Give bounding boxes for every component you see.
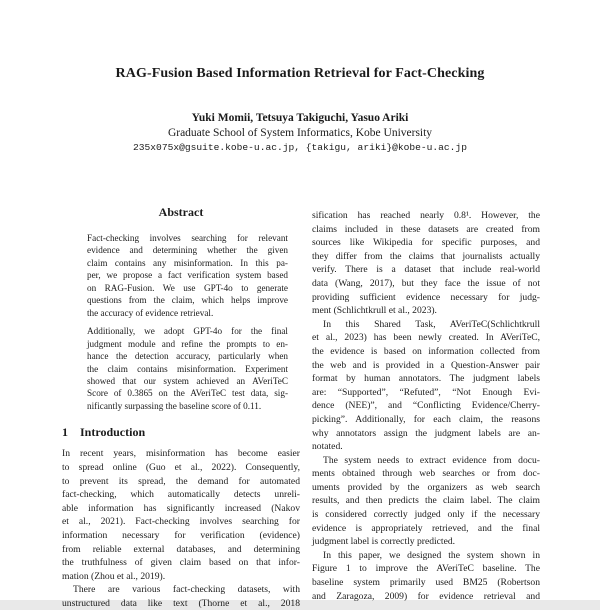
text-line: judgment module and refine the prompts to en-: [87, 338, 288, 349]
text-line: claim contains any misinformation. In this pa-: [87, 257, 288, 268]
text-line: Fact-checking involves searching for relevant: [87, 233, 288, 243]
text-line: fact-checking, which automatically detects unreli-: [62, 489, 300, 501]
abstract-body: [87, 232, 288, 412]
text-line: sources like Wikipedia for specific purposes, and: [312, 237, 540, 249]
authors: Yuki Momii, Tetsuya Takiguchi, Yasuo Ariki: [191, 112, 409, 124]
paragraph: [312, 209, 540, 318]
text-line: information necessary for verification (evidence): [62, 529, 300, 541]
two-column-body: [62, 202, 540, 610]
text-line: In this Shared Task, AVeriTeC(Schlichtkrull: [323, 318, 540, 330]
text-line: unstructured data like text (Thorne et al., 2018: [62, 597, 300, 609]
abstract-heading: Abstract: [158, 205, 204, 219]
section-heading-introduction: [62, 425, 300, 439]
affiliation: Graduate School of System Informatics, Kobe University: [167, 126, 433, 139]
text-line: the claim contains misinformation. Experiment: [87, 363, 288, 374]
text-line: sification has reached nearly 0.8¹. However, the: [312, 210, 540, 221]
text-line: to prevent its spread, the demand for automated: [62, 475, 300, 487]
text-line: they differ from the claims that journalists actually: [312, 250, 540, 262]
text-line: the truthfulness of given claim based on that infor-: [62, 557, 300, 569]
left-column: [62, 202, 300, 610]
right-column: [312, 202, 540, 610]
paragraph: [62, 583, 300, 610]
text-line: to spread online (Guo et al., 2022). Consequently,: [62, 461, 300, 473]
text-line: providing sufficient evidence necessary for judg-: [312, 291, 540, 303]
paragraph: [312, 454, 540, 549]
text-line: verify. There is a dataset that include real-world: [312, 264, 540, 276]
text-line: evidence is appropriately retrieved, and the final: [312, 522, 540, 534]
paragraph: [312, 318, 540, 454]
paper-title: RAG-Fusion Based Information Retrieval for Fact-Checking: [115, 66, 485, 81]
text-line: uments provided by the organizers as web search: [312, 481, 540, 493]
paragraph: [87, 232, 288, 319]
paper-header: [0, 0, 600, 154]
text-line: why annotators assign the judgment labels are an-: [312, 427, 540, 439]
paragraph: [312, 549, 540, 603]
text-line: There are various fact-checking datasets, with: [73, 584, 300, 596]
text-line: questions from the claim, which helps improve: [87, 295, 288, 306]
text-line: showed that our system achieved an AVeriTeC: [87, 375, 288, 386]
text-line: picking”. Additionally, for each claim, the reasons: [312, 413, 540, 425]
text-line: the web and is provided in a Question-Answer pair: [312, 359, 540, 371]
text-line: In this paper, we designed the system shown in: [323, 549, 540, 561]
text-line: evidence and determining whether the given: [87, 245, 288, 256]
text-line: ment (Schlichtkrull et al., 2023).: [312, 305, 437, 317]
text-line: mation (Zhou et al., 2019).: [62, 570, 166, 582]
author-emails: 235x075x@gsuite.kobe-u.ac.jp, {takigu, ariki}@kobe-u.ac.jp: [133, 142, 467, 153]
text-line: the accuracy of evidence retrieval.: [87, 307, 214, 318]
text-line: baseline system primarily used BM25 (Robertson: [312, 577, 540, 589]
text-line: per, we propose a fact verification system based: [87, 270, 288, 281]
text-line: results, and then predicts the claim label. The claim: [312, 495, 540, 507]
text-line: claims included in these datasets are created from: [312, 223, 540, 235]
text-line: format by human annotators. The judgment labels: [312, 373, 540, 385]
text-line: Additionally, we adopt GPT-4o for the final: [87, 326, 288, 337]
text-line: Figure 1 to improve the AVeriTeC baseline. The: [312, 563, 540, 575]
introduction-body: [62, 447, 300, 610]
right-column-body: [312, 209, 540, 603]
text-line: et al., 2023) has been newly created. In AVeriTeC,: [312, 332, 540, 344]
section-number: 1: [62, 425, 68, 440]
text-line: are: “Supported”, “Refuted”, “Not Enough Evi-: [312, 386, 540, 398]
text-line: The system needs to extract evidence from docu-: [323, 454, 540, 466]
paragraph: [62, 447, 300, 583]
text-line: able information has significantly increased (Nakov: [62, 502, 300, 514]
text-line: is considered correctly judged only if the necessary: [312, 509, 540, 521]
text-line: and Zaragoza, 2009) for evidence retrieval and: [312, 590, 540, 602]
paragraph: [87, 325, 288, 412]
text-line: the evidence is based on information collected from: [312, 345, 540, 357]
text-line: on RAG-Fusion. We use GPT-4o to generate: [87, 282, 288, 293]
text-line: nificantly surpassing the baseline score of 0.11.: [87, 400, 262, 411]
text-line: judgment label is correctly predicted.: [312, 536, 456, 548]
text-line: In recent years, misinformation has become easier: [62, 448, 300, 460]
text-line: Score of 0.3865 on the AVeriTeC test data, sig-: [87, 388, 288, 399]
section-title: Introduction: [80, 425, 146, 440]
text-line: notated.: [312, 441, 343, 453]
text-line: ments obtained through web searches or from doc-: [312, 468, 540, 480]
text-line: dence (NEE)”, and “Conflicting Evidence/Cherry-: [312, 400, 540, 412]
text-line: data (Wang, 2017), but they face the issue of not: [312, 277, 540, 289]
text-line: et al., 2021). Fact-checking involves searching for: [62, 516, 300, 528]
text-line: hance the detection accuracy, particularly when: [87, 351, 288, 362]
text-line: from reliable external databases, and determining: [62, 543, 300, 555]
